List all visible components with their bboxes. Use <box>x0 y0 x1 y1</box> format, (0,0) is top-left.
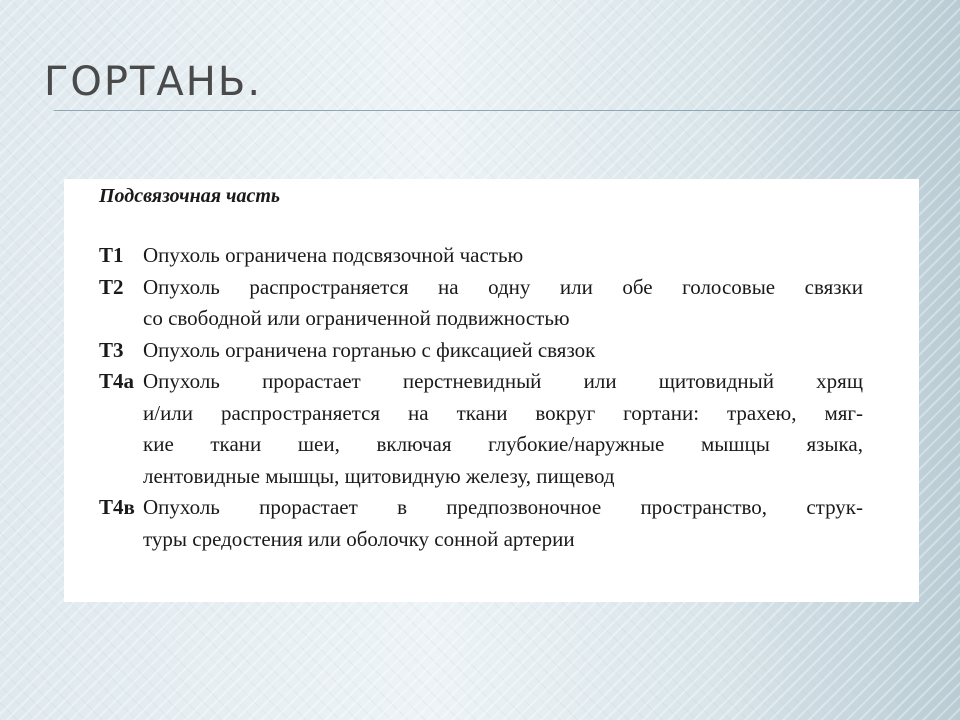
stage-text-t4b-line-2: туры средостения или оболочку сонной артерии <box>143 526 575 551</box>
stage-text-t3-line-1: Опухоль ограничена гортанью с фиксацией связок <box>143 337 596 362</box>
spacer <box>99 210 919 240</box>
slide-title: ГОРТАНЬ. <box>44 59 263 105</box>
stage-text-t4b-line-1: Опухоль прорастает в предпозвоночное пространство, струк- <box>143 495 863 519</box>
stage-text-t4a-line-4: лентовидные мышцы, щитовидную железу, пищевод <box>143 463 615 488</box>
stage-code-t3: Т3 <box>99 337 124 362</box>
stage-code-t2: Т2 <box>99 274 124 299</box>
stage-text-t2-line-2: со свободной или ограниченной подвижностью <box>143 306 570 330</box>
content-image-panel <box>64 179 919 602</box>
stage-row-t2 <box>99 272 863 335</box>
title-underline <box>54 110 960 111</box>
stage-text-t4a-line-1: Опухоль прорастает перстневидный или щитовидный хрящ <box>143 369 863 393</box>
stage-code-t4b: Т4в <box>99 495 135 519</box>
stage-row-t3 <box>99 335 863 367</box>
stage-text-t4a-line-2: и/или распространяется на ткани вокруг гортани: трахею, мяг- <box>143 400 863 425</box>
section-heading: Подсвязочная часть <box>99 185 281 207</box>
stage-text-t2-line-1: Опухоль распространяется на одну или обе голосовые связки <box>143 274 863 299</box>
stage-row-t4b <box>99 492 863 555</box>
stage-text-t1-line-1: Опухоль ограничена подсвязочной частью <box>143 243 524 267</box>
stage-code-t1: Т1 <box>99 243 124 267</box>
stage-row-t4a <box>99 366 863 492</box>
stage-text-t4a-line-3: кие ткани шеи, включая глубокие/наружные мышцы языка, <box>143 432 863 456</box>
stage-code-t4a: Т4а <box>99 369 135 393</box>
stage-row-t1 <box>99 240 863 272</box>
